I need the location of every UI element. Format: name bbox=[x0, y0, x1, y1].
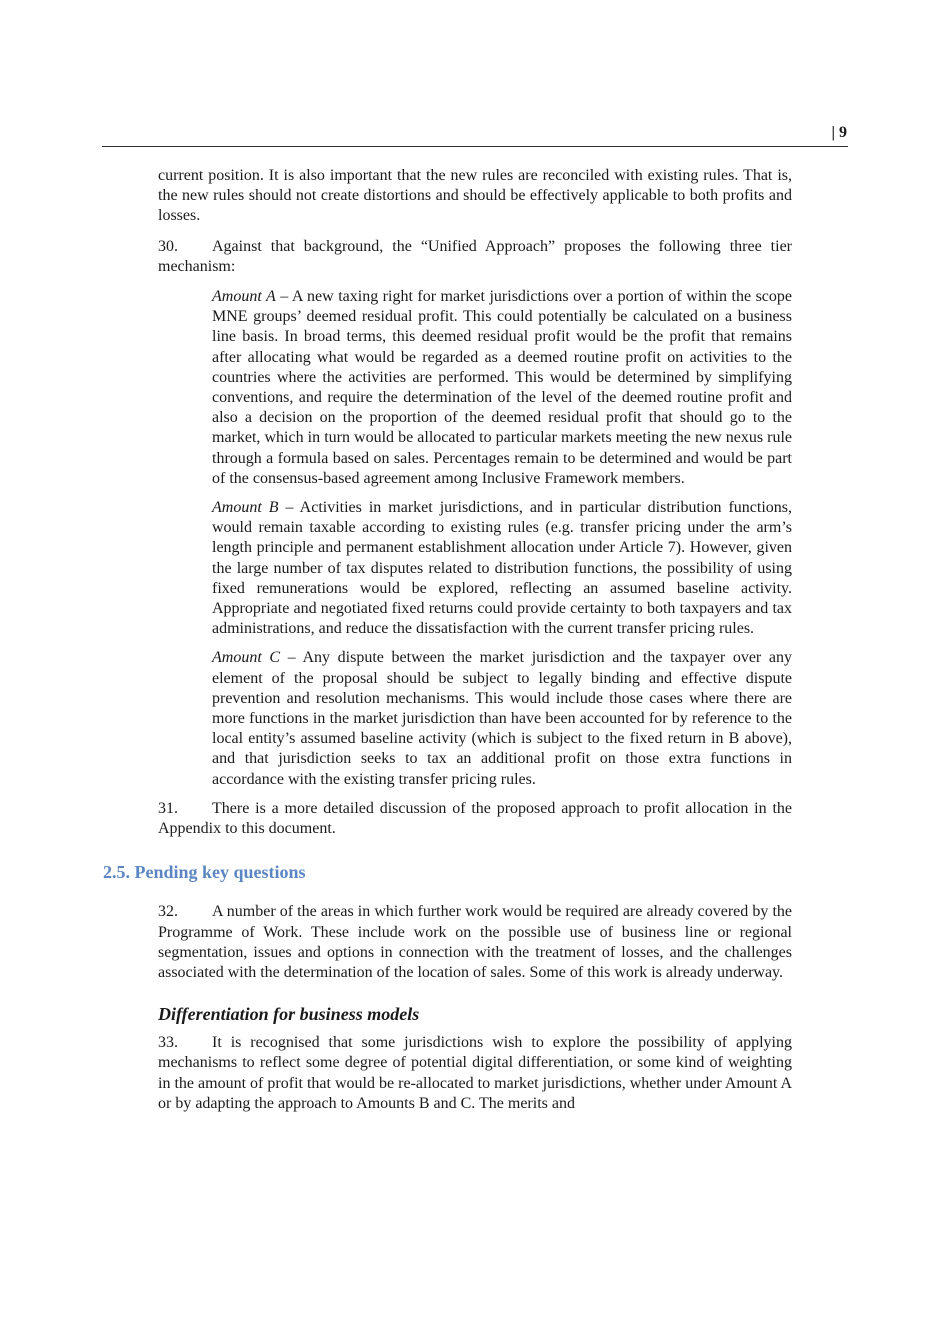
paragraph-30 bbox=[158, 237, 792, 277]
paragraph-32 bbox=[158, 902, 792, 983]
amount-a-item bbox=[212, 287, 792, 489]
section-heading: 2.5. Pending key questions bbox=[103, 862, 306, 883]
amount-a-text: – A new taxing right for market jurisdictions over a portion of within the scope MNE groups’ deemed residual profit. This could potentially be calculated on a business line basis. In broad terms, this deemed residual profit would be the profit that remains after allocating what would be regarded as a deemed routine profit on activities to the countries where the activities are performed. This would be determined by simplifying conventions, and require the determination of the level of the deemed routine profit and also a decision on the proportion of the deemed residual profit that should go to the market, which in turn would be allocated to particular markets meeting the new nexus rule through a formula based on sales. Percentages remain to be determined and would be part of the consensus-based agreement among Inclusive Framework members. bbox=[212, 288, 792, 487]
amount-c-item bbox=[212, 648, 792, 789]
paragraph-number: 30. bbox=[158, 237, 178, 255]
paragraph-31 bbox=[158, 799, 792, 839]
amount-b-text: – Activities in market jurisdictions, and in particular distribution functions, would remain taxable according to existing rules (e.g. transfer pricing under the arm’s length principle and permanent establishment allocation under Article 7). However, given the large number of tax disputes related to distribution functions, the possibility of using fixed remunerations would be explored, reflecting an assumed baseline activity. Appropriate and negotiated fixed returns could provide certainty to both taxpayers and tax administrations, and reduce the dissatisfaction with the current transfer pricing rules. bbox=[212, 499, 792, 638]
paragraph-text: A number of the areas in which further work would be required are already covered by the Programme of Work. These include work on the possible use of business line or regional segmentation, issues and options in connection with the treatment of losses, and the challenges associated with the determination of the location of sales. Some of this work is already underway. bbox=[158, 903, 792, 981]
page-number: | 9 bbox=[831, 124, 847, 141]
amount-b-term: Amount B bbox=[212, 499, 279, 517]
amount-c-term: Amount C bbox=[212, 649, 281, 667]
paragraph-text: Against that background, the “Unified Approach” proposes the following three tier mechanism: bbox=[158, 237, 792, 275]
subheading: Differentiation for business models bbox=[158, 1004, 420, 1025]
amount-c-text: – Any dispute between the market jurisdiction and the taxpayer over any element of the proposal should be subject to legally binding and effective dispute prevention and resolution mechanisms. This would include those cases where there are more functions in the market jurisdiction than have been accounted for by reference to the local entity’s assumed baseline activity (which is subject to the fixed return in B above), and that jurisdiction seeks to tax an additional profit on those extra functions in accordance with the existing transfer pricing rules. bbox=[212, 649, 792, 788]
paragraph-text: It is recognised that some jurisdictions wish to explore the possibility of applying mechanisms to reflect some degree of potential digital differentiation, or some kind of weighting in the amount of profit that would be re-allocated to market jurisdictions, whether under Amount A or by adapting the approach to Amounts B and C. The merits and bbox=[158, 1034, 792, 1112]
document-body bbox=[103, 166, 792, 1124]
paragraph-number: 33. bbox=[158, 1034, 178, 1052]
paragraph-number: 31. bbox=[158, 799, 178, 817]
paragraph-text: There is a more detailed discussion of the proposed approach to profit allocation in the Appendix to this document. bbox=[158, 799, 792, 838]
paragraph-continuation: current position. It is also important that the new rules are reconciled with existing rules. That is, the new rules should not create distortions and should be effectively applicable to both profits and losses. bbox=[158, 167, 792, 225]
amount-b-item bbox=[212, 498, 792, 639]
header-rule bbox=[102, 146, 848, 147]
paragraph-33 bbox=[158, 1033, 792, 1114]
amount-a-term: Amount A bbox=[212, 288, 276, 306]
paragraph-number: 32. bbox=[158, 903, 178, 921]
